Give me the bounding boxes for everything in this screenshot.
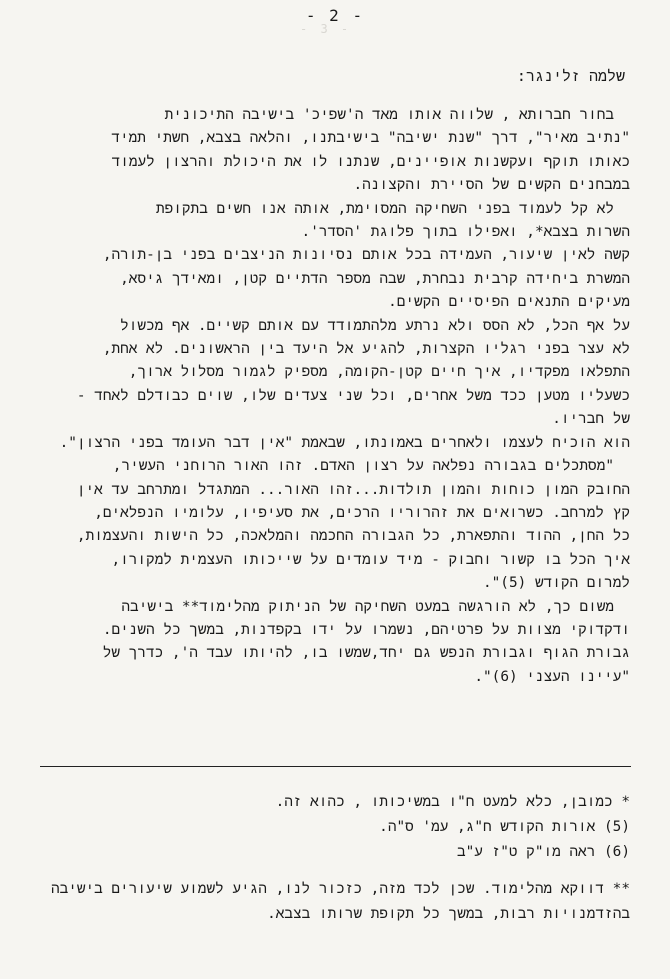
text-line: לא עצר בפני רגליו הקצרות, להגיע אל היעד בין הראשונים. לא אחת, xyxy=(102,341,630,358)
text-line: ודקדוקי מצוות על פרטיהם, נשמרו על ידו בקפדנות, במשך כל השנים. xyxy=(102,621,630,638)
text-line: כאותו תוקף ועקשנות אופיינים, שנתנו לו את היכולת והרצון לעמוד xyxy=(111,153,630,170)
footnote: (5) אורות הקודש ח"ג, עמ' ס"ה. xyxy=(379,819,630,835)
footnote: (6) ראה מו"ק ט"ז ע"ב xyxy=(456,844,630,860)
text-line: על אף הכל, לא הסס ולא נרתע מלהתמודד עם אותם קשיים. אף מכשול xyxy=(120,317,630,334)
text-line: גבורת הגוף וגבורת הנפש גם יחד,שמשו בו, להיותו עבד ה', כדרך של xyxy=(102,645,630,662)
text-line: כשעליו מטען ככד משל אחרים, וכל שני צעדים שלו, שוים כבודלם לאחד - xyxy=(76,387,630,404)
text-line: המשרת ביחידה קרבית נבחרת, שבה מספר הדתיים קטן, ומאידך גיסא, xyxy=(120,270,630,287)
text-line: התפלאו מפקדיו, איך חיים קטן-הקומה, מספיק לגמור מסלול ארוך, xyxy=(128,364,630,381)
text-line: במבחנים הקשים של הסיירת והקצונה. xyxy=(353,177,630,194)
footnote: ** דווקא מהלימוד. שכן לכד מזה, כזכור לנו, הגיע לשמוע שיעורים בישיבה xyxy=(50,881,630,897)
quote-line: איך הכל בו קשור וחבוק - מיד עומדים על שייכותו העצמית למקורו, xyxy=(111,551,630,568)
page-number: - 2 - xyxy=(305,6,365,25)
text-line: משום כך, לא הורגשה במעט השחיקה של הניתוק מהלימוד** בישיבה xyxy=(121,598,614,615)
text-line: של חבריו. xyxy=(552,411,630,428)
text-line: השרות בצבא*, ואפילו בתוך פלוגת 'הסדר'. xyxy=(301,224,630,241)
text-line: לא קל לעמוד בפני השחיקה המסוימת, אותה אנו חשים בתקופת xyxy=(156,200,614,217)
quote-line: "מסתכלים בגבורה נפלאה על רצון האדם. זהו האור הרוחני העשיר, xyxy=(112,458,614,475)
footnotes xyxy=(40,790,630,927)
text-line: מעיקים התנאים הפיסיים הקשים. xyxy=(388,294,630,311)
quote-line: כל החן, ההוד והתפארת, כל הגבורה החכמה והמלאכה, כל הישות והעצמות, xyxy=(76,528,630,545)
quote-line: למרום הקודש (5)". xyxy=(482,575,630,592)
bleed-through-page-number: - 3 - xyxy=(300,22,352,36)
footnote: בהזדמנויות רבות, במשך כל תקופת שרותו בצבא. xyxy=(267,906,630,922)
quote-line: קץ למרחב. כשרואים את זהרוריו הרכים, את סעיפיו, עלומיו הנפלאים, xyxy=(94,504,630,521)
text-line: בחור חברותא , שלווה אותו מאד ה'שפיכ' בישיבה התיכונית xyxy=(164,107,614,123)
text-line: "עיינו העצני (6)". xyxy=(474,668,630,685)
text-line: "נתיב מאיר", דרך "שנת ישיבה" בישיבתנו, והלאה בצבא, חשתי תמיד xyxy=(111,130,630,147)
text-line: קשה לאין שיעור, העמידה בכל אותם נסיונות הניצבים בפני בן-תורה, xyxy=(102,247,630,264)
footnote-divider xyxy=(40,766,631,767)
quote-line: החובק המון כוחות והמון תולדות...זהו האור... המתגדל ומתרחב עד אין xyxy=(76,481,630,498)
section-heading: שלמה זלינגר: xyxy=(516,67,625,85)
main-text xyxy=(40,104,630,689)
text-line: הוא הוכיח לעצמו ולאחרים באמונתו, שבאמת "אין דבר העומד בפני הרצון". xyxy=(59,434,630,451)
footnote: * כמובן, כלא למעט ח"ו במשיכותו , כהוא זה. xyxy=(275,794,630,810)
